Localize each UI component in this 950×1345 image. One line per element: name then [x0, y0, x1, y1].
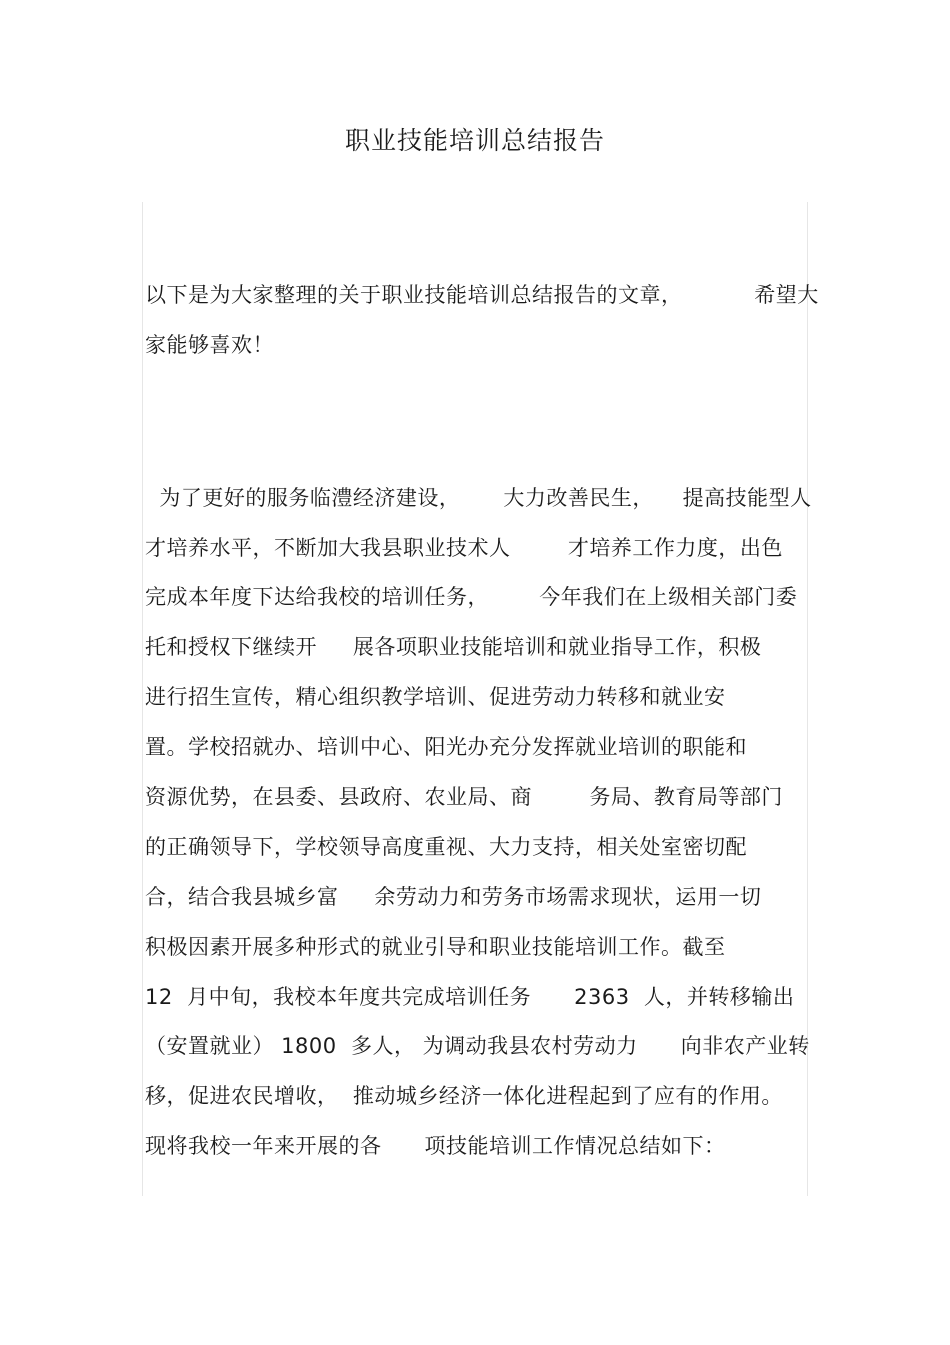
- body-line: 置。学校招就办、培训中心、阳光办充分发挥就业培训的职能和: [145, 735, 747, 759]
- body-line: 为了更好的服务临澧经济建设， 大力改善民生， 提高技能型人: [145, 486, 812, 510]
- body-line: 资源优势，在县委、县政府、农业局、商 务局、教育局等部门: [145, 785, 783, 809]
- intro-line: 家能够喜欢！: [145, 333, 274, 357]
- body-line: 完成本年度下达给我校的培训任务， 今年我们在上级相关部门委: [145, 585, 798, 609]
- body-line: 的正确领导下，学校领导高度重视、大力支持，相关处室密切配: [145, 835, 747, 859]
- body-line: 进行招生宣传，精心组织教学培训、促进劳动力转移和就业安: [145, 685, 726, 709]
- document-title: 职业技能培训总结报告: [344, 126, 605, 155]
- body-line: 积极因素开展多种形式的就业引导和职业技能培训工作。截至: [145, 935, 726, 959]
- body-line: 现将我校一年来开展的各 项技能培训工作情况总结如下：: [145, 1134, 726, 1158]
- body-line: （安置就业） 1800 多人， 为调动我县农村劳动力 向非农产业转: [145, 1034, 810, 1058]
- body-line: 移，促进农民增收， 推动城乡经济一体化进程起到了应有的作用。: [145, 1084, 783, 1108]
- body-line: 12 月中旬，我校本年度共完成培训任务 2363 人，并转移输出: [145, 985, 795, 1009]
- intro-line: 以下是为大家整理的关于职业技能培训总结报告的文章， 希望大: [145, 283, 819, 307]
- body-line: 托和授权下继续开 展各项职业技能培训和就业指导工作，积极: [145, 635, 762, 659]
- body-line: 合，结合我县城乡富 余劳动力和劳务市场需求现状，运用一切: [145, 885, 762, 909]
- body-line: 才培养水平，不断加大我县职业技术人 才培养工作力度，出色: [145, 536, 783, 560]
